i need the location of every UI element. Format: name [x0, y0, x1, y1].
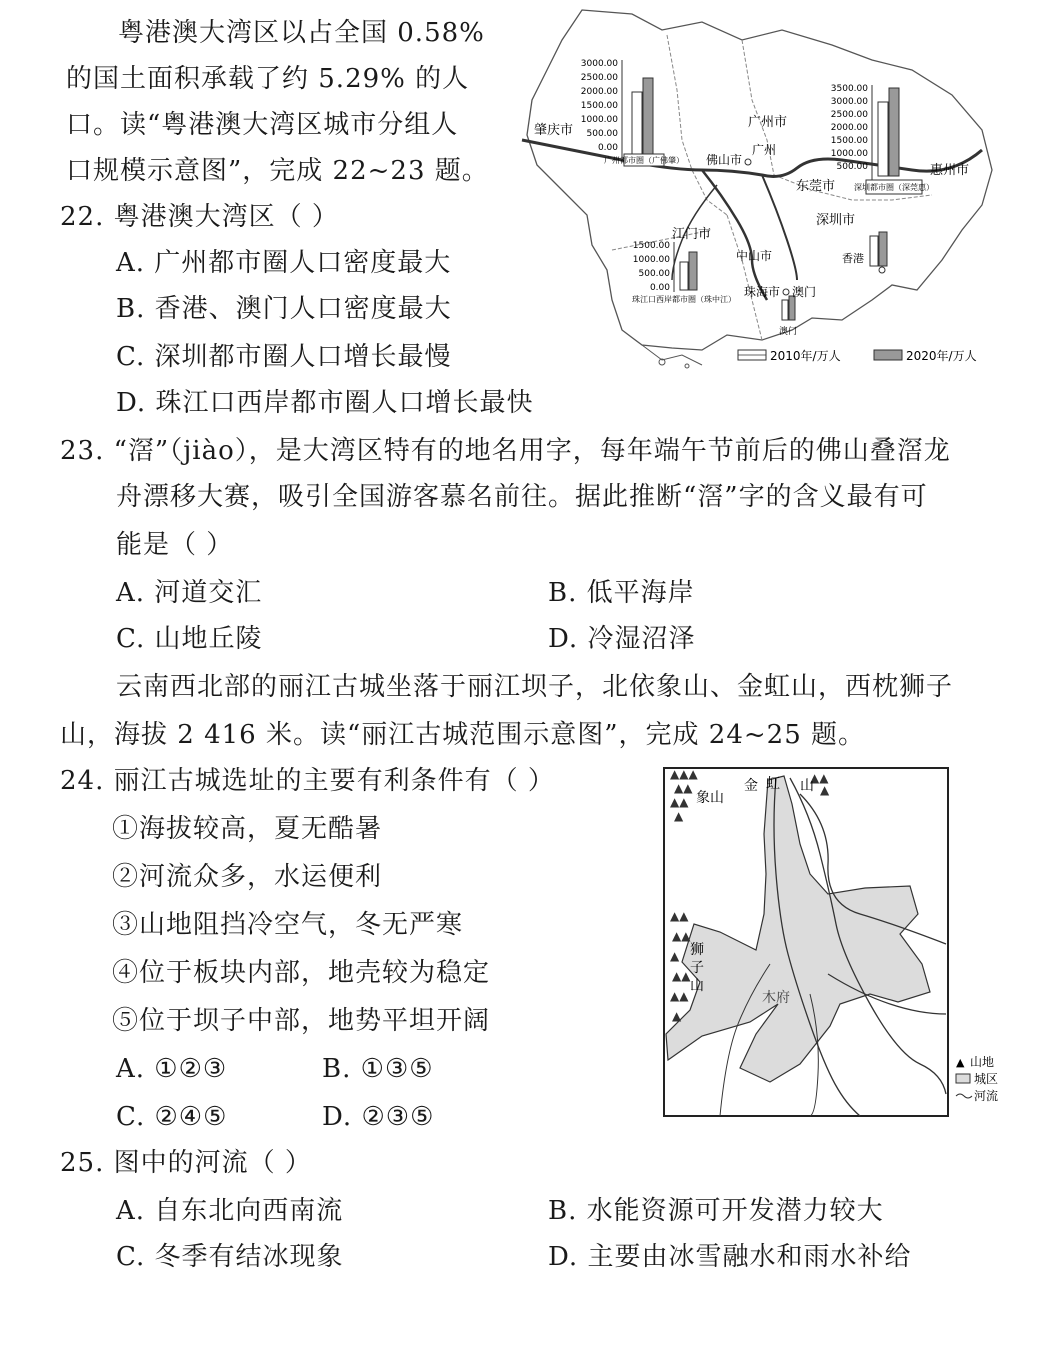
label-hong: 虹	[766, 776, 780, 792]
tick-label: 0.00	[649, 283, 670, 293]
q22-option-b: B. 香港、澳门人口密度最大	[116, 294, 452, 324]
tick-label: 1000.00	[580, 115, 618, 125]
svg-text:▲▲: ▲▲	[674, 781, 693, 795]
legend-label: 2010年/万人	[770, 349, 841, 363]
svg-text:▲▲: ▲▲	[810, 771, 829, 785]
chart-shenzhen-metro	[831, 84, 934, 194]
svg-text:▲▲: ▲▲	[670, 909, 689, 923]
svg-text:▲▲▲: ▲▲▲	[670, 767, 698, 781]
intro1-line-1: 粤港澳大湾区以占全国 0.58%	[118, 18, 485, 48]
city-label: 珠海市	[744, 285, 781, 299]
q23-option-b: B. 低平海岸	[548, 578, 695, 608]
legend-label: 城区	[974, 1072, 999, 1086]
bar-2010	[680, 262, 688, 290]
tick-label: 2000.00	[830, 123, 868, 133]
tick-label: 500.00	[586, 129, 618, 139]
lijiang-old-town-map	[660, 764, 1032, 1120]
gba-population-map	[512, 0, 1012, 380]
city-label: 江门市	[672, 227, 712, 242]
city-label: 东莞市	[796, 179, 836, 194]
legend-label: 2020年/万人	[906, 349, 977, 363]
intro2-line-2: 山，海拔 2 416 米。读“丽江古城范围示意图”，完成 24~25 题。	[60, 720, 866, 750]
bar-2020	[689, 252, 697, 290]
tick-label: 1000.00	[632, 255, 670, 265]
bar-2020	[889, 88, 899, 176]
q22-option-c: C. 深圳都市圈人口增长最慢	[116, 342, 452, 372]
tick-label: 2500.00	[580, 73, 618, 83]
city-label: 广州市	[748, 115, 788, 130]
q24-item-1: ①海拔较高，夏无酷暑	[112, 814, 383, 844]
q24-item-5: ⑤位于坝子中部，地势平坦开阔	[112, 1006, 491, 1036]
city-label: 香港	[842, 252, 864, 265]
tick-label: 3000.00	[830, 97, 868, 107]
q24-stem: 24. 丽江古城选址的主要有利条件有（ ）	[60, 766, 555, 796]
q25-stem: 25. 图中的河流（ ）	[60, 1148, 312, 1178]
bar-2020	[643, 78, 653, 154]
svg-text:▲: ▲	[674, 809, 684, 823]
chart-guangzhou-metro	[581, 59, 684, 166]
svg-text:▲▲: ▲▲	[672, 929, 691, 943]
label-shi: 狮	[690, 942, 704, 958]
svg-text:▲: ▲	[820, 783, 830, 797]
q22-option-d: D. 珠江口西岸都市圈人口增长最快	[116, 388, 534, 418]
tick-label: 3000.00	[580, 59, 618, 69]
svg-text:▲: ▲	[956, 1056, 965, 1069]
tick-label: 1500.00	[580, 101, 618, 111]
svg-text:▲▲: ▲▲	[670, 795, 689, 809]
intro1-line-4: 口规模示意图”，完成 22~23 题。	[66, 156, 489, 186]
tick-label: 500.00	[836, 162, 868, 172]
map2-legend	[956, 1054, 998, 1103]
q24-option-c: C. ②④⑤	[116, 1102, 228, 1132]
map1-legend	[738, 348, 977, 363]
chart-label: 广州都市圈（广佛肇）	[604, 156, 684, 165]
q23-option-c: C. 山地丘陵	[116, 624, 263, 654]
legend-label: 山地	[970, 1055, 995, 1069]
label-shan2: 山	[690, 978, 704, 994]
q25-option-b: B. 水能资源可开发潜力较大	[548, 1196, 884, 1226]
q23-stem-line-1: 23. “滘”（jiào），是大湾区特有的地名用字，每年端午节前后的佛山叠滘龙	[60, 436, 951, 466]
svg-text:▲▲: ▲▲	[672, 969, 691, 983]
q23-option-d: D. 冷湿沼泽	[548, 624, 696, 654]
chart-west-bank-metro	[632, 241, 736, 304]
tick-label: 0.00	[597, 143, 618, 153]
tick-label: 1500.00	[830, 136, 868, 146]
chart-label: 澳门	[778, 327, 798, 337]
q22-option-a: A. 广州都市圈人口密度最大	[116, 248, 452, 278]
city-label: 澳门	[792, 285, 817, 299]
tick-label: 2500.00	[830, 110, 868, 120]
tick-label: 2000.00	[580, 87, 618, 97]
tick-label: 1500.00	[632, 241, 670, 251]
city-label: 广州	[752, 143, 777, 157]
svg-text:▲: ▲	[670, 949, 680, 963]
q24-item-3: ③山地阻挡冷空气，冬无严寒	[112, 910, 464, 940]
city-label: 惠州市	[930, 163, 970, 178]
chart-label: 珠江口西岸都市圈（珠中江）	[632, 295, 736, 304]
tick-label: 1000.00	[830, 149, 868, 159]
q24-option-a: A. ①②③	[116, 1054, 228, 1084]
label-jin: 金	[744, 778, 758, 794]
q23-stem-line-2: 舟漂移大赛，吸引全国游客慕名前往。据此推断“滘”字的含义最有可	[116, 482, 928, 512]
q25-option-a: A. 自东北向西南流	[116, 1196, 344, 1226]
tick-label: 3500.00	[830, 84, 868, 94]
q24-option-b: B. ①③⑤	[322, 1054, 434, 1084]
chart-label: 深圳都市圈（深莞惠）	[854, 183, 934, 192]
q23-option-a: A. 河道交汇	[116, 578, 263, 608]
label-zi: 子	[690, 960, 704, 976]
q25-option-d: D. 主要由冰雪融水和雨水补给	[548, 1242, 912, 1272]
svg-text:▲: ▲	[672, 1009, 682, 1023]
label-shan: 山	[800, 778, 814, 794]
q24-item-4: ④位于板块内部，地壳较为稳定	[112, 958, 491, 988]
bar-2010	[632, 92, 642, 154]
svg-text:▲▲: ▲▲	[670, 989, 689, 1003]
label-mufu: 木府	[762, 990, 790, 1006]
city-label: 肇庆市	[534, 123, 574, 138]
q23-stem-line-3: 能是（ ）	[116, 530, 234, 560]
intro1-line-3: 口。读“粤港澳大湾区城市分组人	[66, 110, 459, 140]
intro1-line-2: 的国土面积承载了约 5.29% 的人	[66, 64, 470, 94]
q25-option-c: C. 冬季有结冰现象	[116, 1242, 344, 1272]
q22-stem: 22. 粤港澳大湾区（ ）	[60, 202, 339, 232]
city-label: 佛山市	[706, 153, 743, 167]
q24-option-d: D. ②③⑤	[322, 1102, 435, 1132]
intro2-line-1: 云南西北部的丽江古城坐落于丽江坝子，北依象山、金虹山，西枕狮子	[116, 672, 954, 702]
tick-label: 500.00	[638, 269, 670, 279]
city-label: 中山市	[736, 249, 773, 263]
legend-label: 河流	[974, 1089, 999, 1103]
city-label: 深圳市	[816, 213, 856, 228]
label-xiangshan: 象山	[696, 790, 724, 806]
bar-2010	[878, 102, 888, 176]
q24-item-2: ②河流众多，水运便利	[112, 862, 383, 892]
